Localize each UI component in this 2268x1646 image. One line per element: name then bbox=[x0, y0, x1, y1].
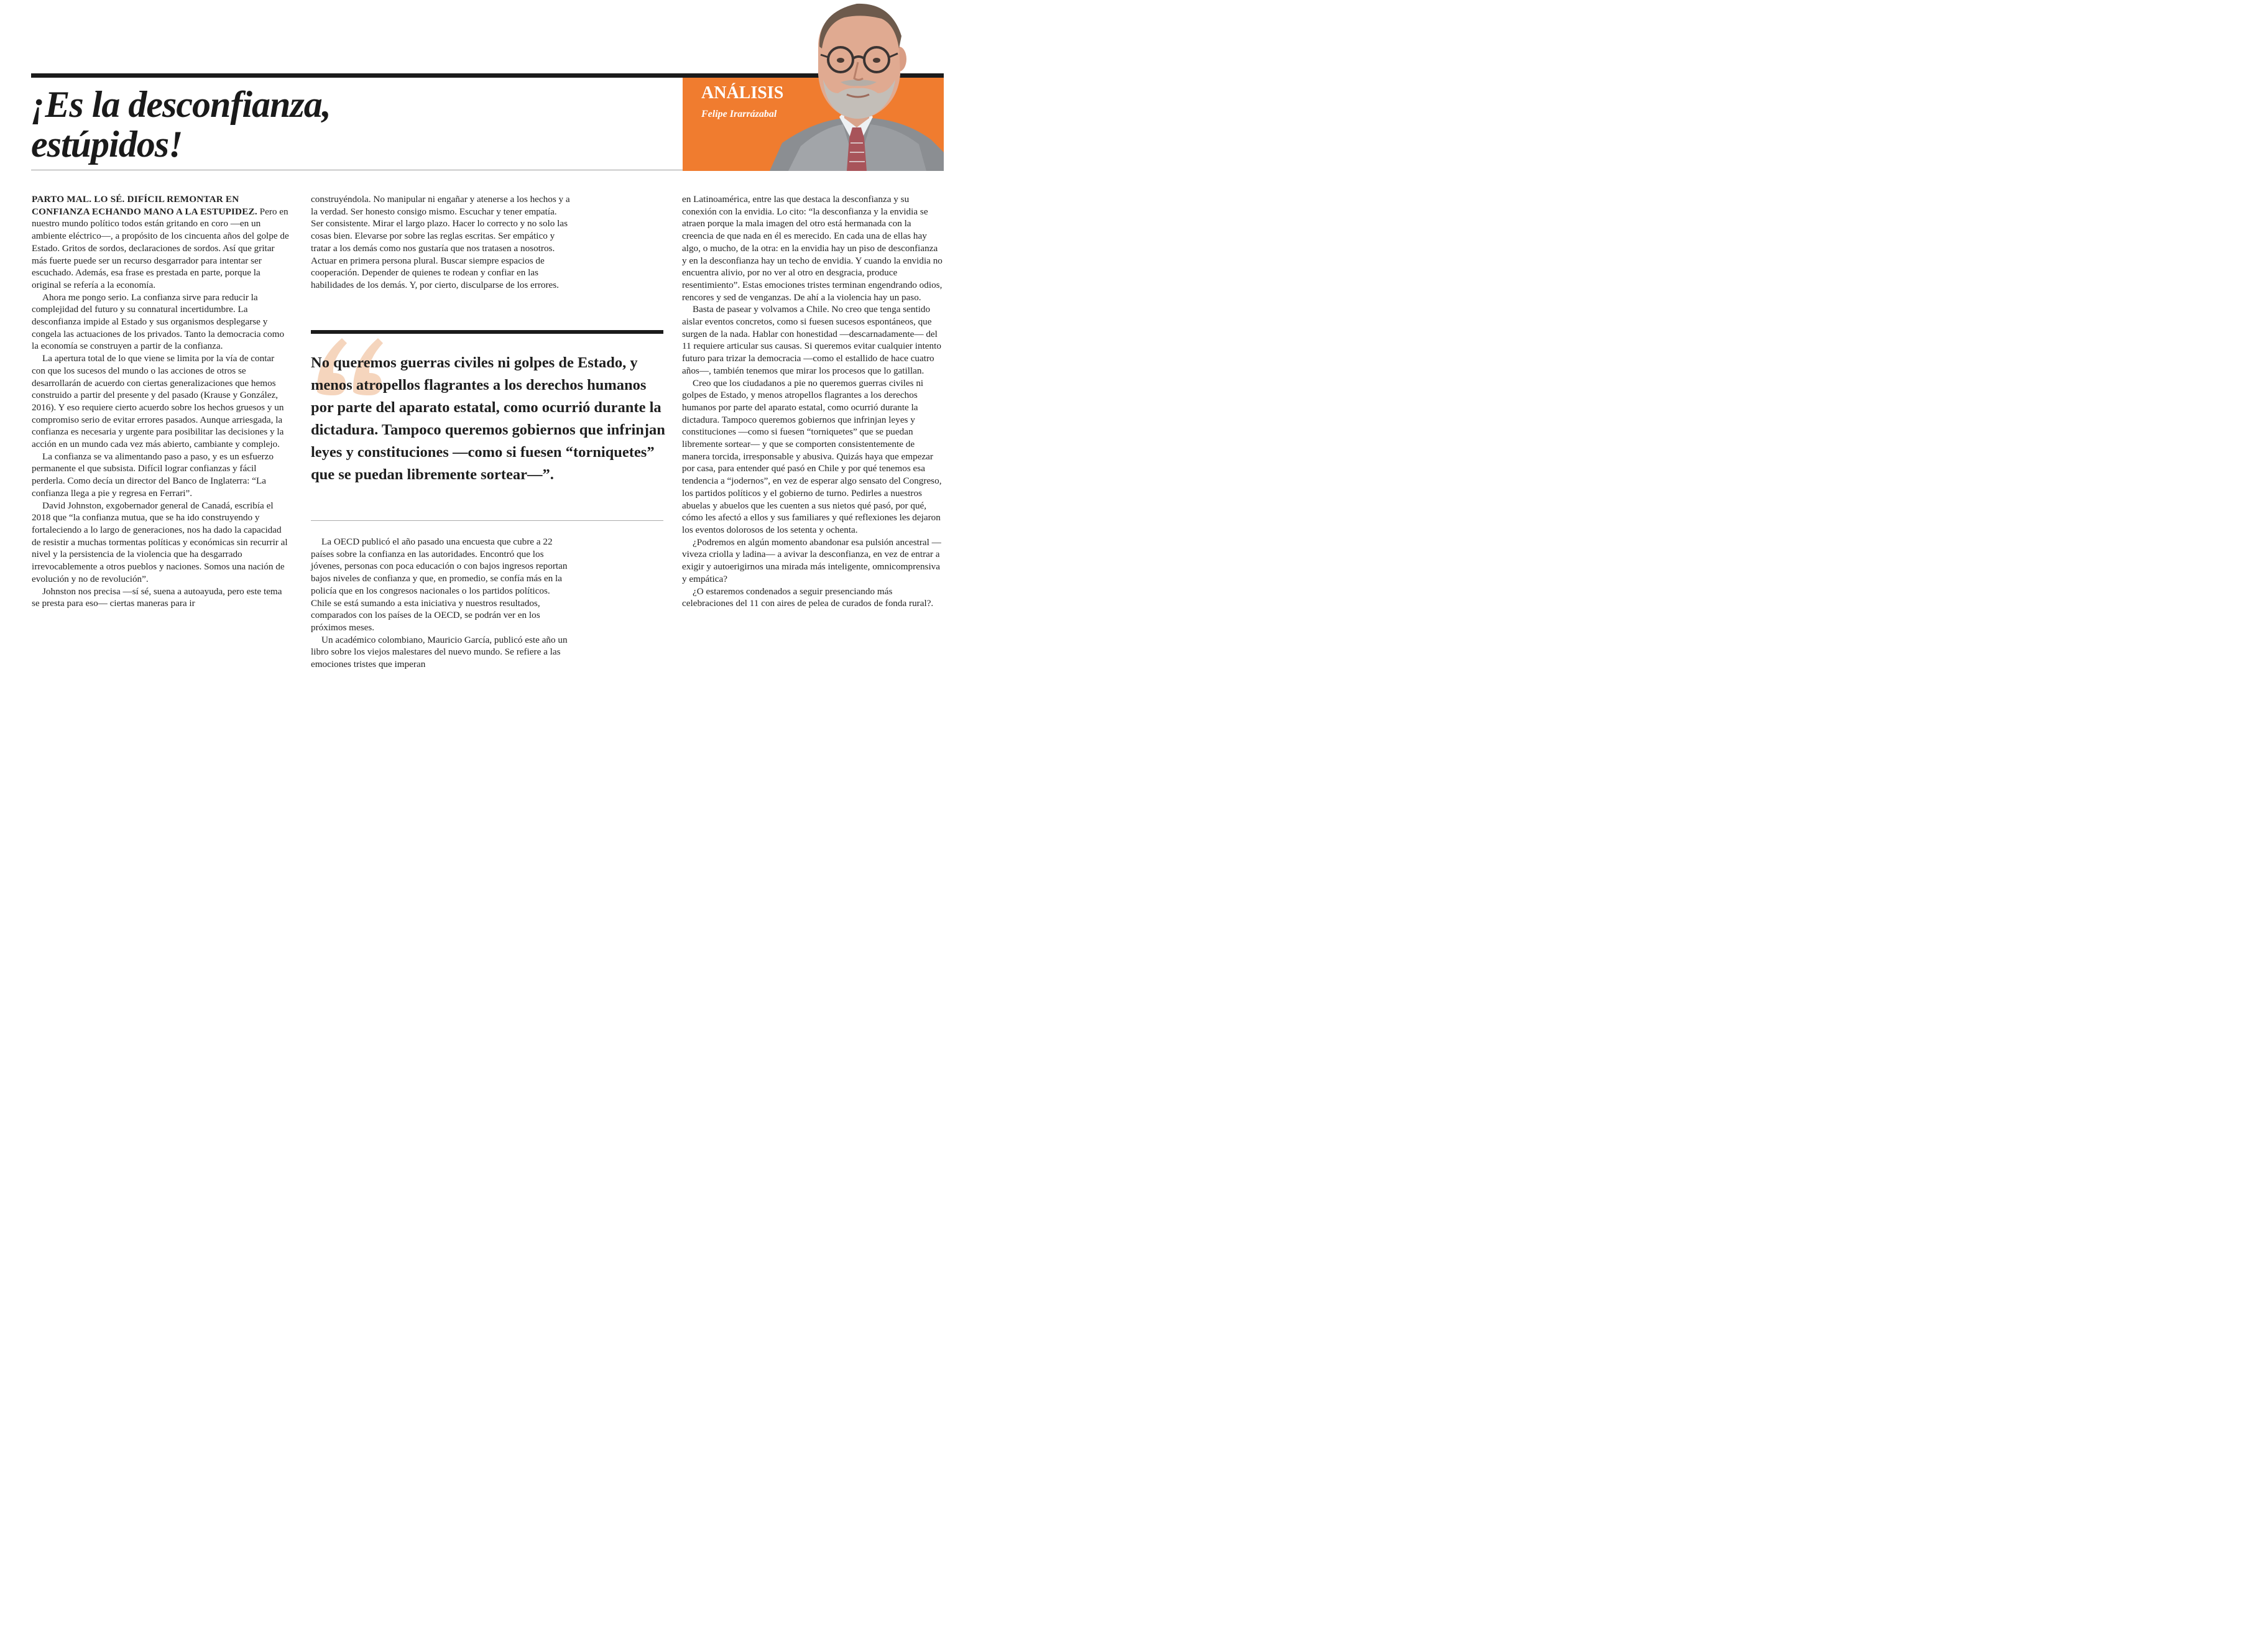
body-column-1 bbox=[32, 193, 290, 610]
paragraph: Ahora me pongo serio. La confianza sirve para reducir la complejidad del futuro y su connatural incertidumbre. La desconfianza impide al Estado y sus organismos desplegarse y congela las actuaciones de los privados. Tanto la democracia como la economía se construyen a partir de la confianza. bbox=[32, 292, 285, 352]
paragraph: construyéndola. No manipular ni engañar y atenerse a los hechos y a la verdad. Ser honesto consigo mismo. Escuchar y tener empatía. Ser consistente. Mirar el largo plazo. Hacer lo correcto y no solo las cosas bien. Elevarse por sobre las reglas escritas. Ser empático y tratar a los demás como nos gustaría que nos tratasen a nosotros. Actuar en primera persona plural. Buscar siempre espacios de cooperación. Depender de quienes te rodean y confiar en las habilidades de los demás. Y, por cierto, disculparse de los errores. bbox=[311, 194, 570, 290]
paragraph: La apertura total de lo que viene se limita por la vía de contar con que los sucesos del mundo o las acciones de otros se desarrollarán de acuerdo con ciertas generalizaciones que hemos construido a partir del presente y del pasado (Krause y González, 2016). Y eso requiere cierto acuerdo sobre los hechos gruesos y un compromiso serio de evitar errores pasados. Aunque arriesgada, la confianza es necesaria y urgente para posibilitar las decisiones y la acción en un mundo cada vez más abierto, cambiante y complejo. bbox=[32, 353, 284, 450]
paragraph: Un académico colombiano, Mauricio García, publicó este año un libro sobre los viejos malestares del nuevo mundo. Se refiere a las emociones tristes que imperan bbox=[311, 634, 568, 670]
paragraph: Johnston nos precisa —sí sé, suena a autoayuda, pero este tema se presta para eso— ciertas maneras para ir bbox=[32, 586, 282, 609]
body-column-2-bottom bbox=[311, 536, 571, 671]
paragraph: La confianza se va alimentando paso a paso, y es un esfuerzo permanente el que subsista. Difícil lograr confianzas y fácil perderla. Como decía un director del Banco de Inglaterra: “La confianza llega a pie y regresa en Ferrari”. bbox=[32, 451, 274, 499]
paragraph: Basta de pasear y volvamos a Chile. No creo que tenga sentido aislar eventos concretos, como si fuesen sucesos espontáneos, que surgen de la nada. Hablar con honestidad —descarnadamente— del 11 requiere articular sus causas. Si queremos evitar cualquier intento futuro para trizar la democracia —como el estallido de hace cuatro años—, también tenemos que mirar los procesos que lo gatillan. bbox=[682, 304, 941, 376]
lead-in: PARTO MAL. LO SÉ. DIFÍCIL REMONTAR EN CONFIANZA ECHANDO MANO A LA ESTUPIDEZ. bbox=[32, 194, 257, 217]
paragraph: ¿Podremos en algún momento abandonar esa pulsión ancestral —viveza criolla y ladina— a avivar la desconfianza, en vez de entrar a exigir y autoerigirnos una mirada más inteligente, omnicomprensiva y empática? bbox=[682, 536, 941, 584]
body-column-3 bbox=[682, 193, 944, 610]
headline bbox=[31, 85, 665, 164]
author-portrait bbox=[763, 0, 944, 171]
paragraph-text: Pero en nuestro mundo político todos están gritando en coro —en un ambiente eléctrico—, a propósito de los cincuenta años del golpe de Estado. Gritos de sordos, declaraciones de sordos. Así que gritar más fuerte puede ser un recurso desgarrador para intentar ser escuchado. Además, esa frase es prestada en parte, porque la original se refería a la economía. bbox=[32, 206, 289, 290]
headline-line-1: ¡Es la desconfianza, bbox=[31, 84, 331, 125]
pull-quote: No queremos guerras civiles ni golpes de Estado, y menos atropellos flagrantes a los derechos humanos por parte del aparato estatal, como ocurrió durante la dictadura. Tampoco queremos gobiernos que infrinjan leyes y constituciones —como si fuesen “torniquetes” que se puedan libremente sortear—”. bbox=[311, 354, 665, 483]
body-column-2-top bbox=[311, 193, 571, 292]
paragraph: La OECD publicó el año pasado una encuesta que cubre a 22 países sobre la confianza en las autoridades. Encontró que los jóvenes, personas con poca educación o con bajos ingresos reportan bajos niveles de confianza y que, en promedio, se confía más en la policía que en los congresos nacionales o los partidos políticos. Chile se está sumando a esta iniciativa y nuestros resultados, comparados con los países de la OECD, se podrán ver en los próximos meses. bbox=[311, 536, 568, 633]
pullquote-bottom-rule bbox=[311, 520, 663, 521]
author-byline: Felipe Irarrázabal bbox=[701, 109, 777, 119]
paragraph: Creo que los ciudadanos a pie no queremos guerras civiles ni golpes de Estado, y menos atropellos flagrantes a los derechos humanos por parte del aparato estatal, como ocurrió durante la dictadura. Tampoco queremos gobiernos que infrinjan leyes y constituciones —como si fuesen “torniquetes” que se puedan libremente sortear— y que se comporten consistentemente de manera torcida, irresponsable y abusiva. Quizás haya que empezar por casa, para entender qué pasó en Chile y por qué tenemos esa tendencia a “jodernos”, en vez de esperar algo sensato del Congreso, los partidos políticos y el gobierno de turno. Pedirles a nuestros abuelas y abuelos que les cuenten a sus nietos qué pasó, por qué, cómo les afectó a ellos y sus familiares y qué reflexiones les dejaron los eventos dolorosos de los setenta y ochenta. bbox=[682, 377, 942, 535]
paragraph: David Johnston, exgobernador general de Canadá, escribía el 2018 que “la confianza mutua, que se ha ido construyendo y fortaleciendo a lo largo de generaciones, nos ha dado la capacidad de resistir a muchas tormentas políticas y económicas sin recurrir al nivel y la persistencia de la violencia que ha desgarrado irrevocablemente a otros pueblos y naciones. Somos una nación de evolución y no de revolución”. bbox=[32, 500, 288, 584]
paragraph: ¿O estaremos condenados a seguir presenciando más celebraciones del 11 con aires de pelea de curados de fonda rural?. bbox=[682, 586, 934, 609]
paragraph: en Latinoamérica, entre las que destaca la desconfianza y su conexión con la envidia. Lo cito: “la desconfianza y la envidia se atraen porque la mala imagen del otro está hermanada con la creencia de que nada en él es merecido. En cada una de ellas hay algo, o mucho, de la otra: en la envidia hay un piso de desconfianza y en la desconfianza hay un techo de envidia. Y cuando la envidia no encuentra alivio, por no ver al otro en desgracia, produce resentimiento”. Estas emociones tristes terminan engendrando odios, rencores y sed de venganzas. De ahí a la violencia hay un paso. bbox=[682, 194, 943, 303]
section-label: ANÁLISIS bbox=[701, 83, 784, 103]
paragraph bbox=[32, 193, 290, 292]
headline-line-2: estúpidos! bbox=[31, 124, 183, 165]
